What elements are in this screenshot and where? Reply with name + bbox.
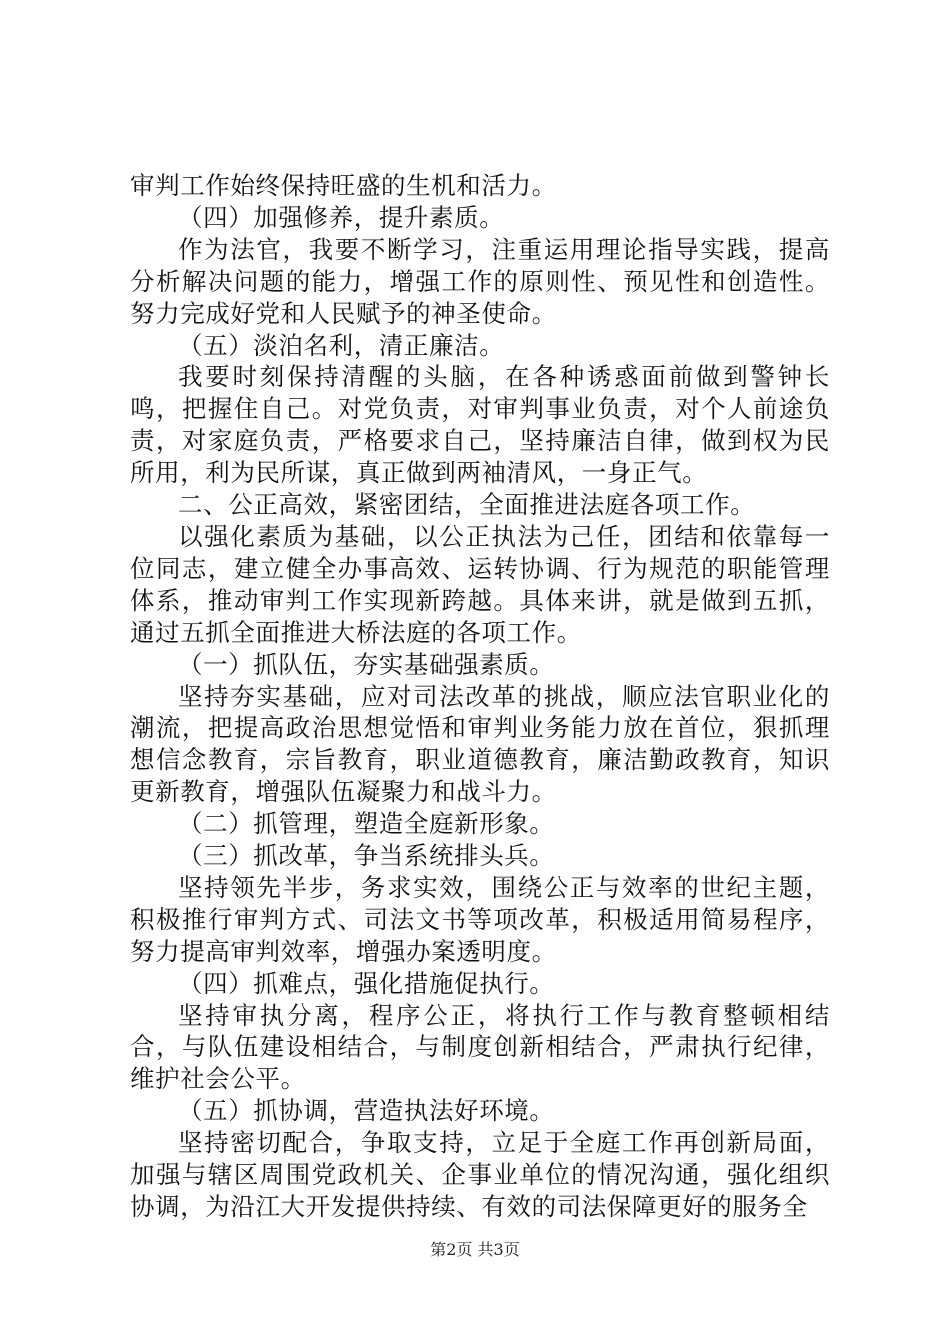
paragraph: 坚持夯实基础，应对司法改革的挑战，顺应法官职业化的潮流，把提高政治思想觉悟和审判业务能力放在首位，狠抓理想信念教育，宗旨教育，职业道德教育，廉洁勤政教育，知识更新教育，增强队伍凝聚力和战斗力。 xyxy=(130,681,830,807)
paragraph: 审判工作始终保持旺盛的生机和活力。 xyxy=(130,171,557,200)
page-footer: 第2页 共3页 xyxy=(430,1240,520,1259)
paragraph: 以强化素质为基础，以公正执法为己任，团结和依靠每一位同志，建立健全办事高效、运转协调、行为规范的职能管理体系，推动审判工作实现新跨越。具体来讲，就是做到五抓，通过五抓全面推进大桥法庭的各项工作。 xyxy=(130,521,830,647)
paragraph: （五）淡泊名利，清正廉洁。 xyxy=(178,330,505,360)
paragraph: 坚持审执分离，程序公正，将执行工作与教育整顿相结合，与队伍建设相结合，与制度创新相结合，严肃执行纪律，维护社会公平。 xyxy=(130,1000,830,1094)
paragraph: 我要时刻保持清醒的头脑，在各种诱惑面前做到警钟长鸣，把握住自己。对党负责，对审判事业负责，对个人前途负责，对家庭负责，严格要求自己，坚持廉洁自律，做到权为民所用，利为民所谋，真正做到两袖清风，一身正气。 xyxy=(130,362,830,488)
paragraph: （四）加强修养，提升素质。 xyxy=(178,202,505,232)
paragraph: 坚持密切配合，争取支持，立足于全庭工作再创新局面，加强与辖区周围党政机关、企事业单位的情况沟通，强化组织协调，为沿江大开发提供持续、有效的司法保障更好的服务全 xyxy=(130,1128,830,1221)
paragraph: 作为法官，我要不断学习，注重运用理论指导实践，提高分析解决问题的能力，增强工作的原则性、预见性和创造性。努力完成好党和人民赋予的神圣使命。 xyxy=(130,234,830,328)
paragraph: （五）抓协调，营造执法好环境。 xyxy=(178,1096,555,1126)
paragraph: （一）抓队伍，夯实基础强素质。 xyxy=(178,649,555,679)
paragraph: （三）抓改革，争当系统排头兵。 xyxy=(178,841,555,871)
document-body xyxy=(130,170,830,1223)
paragraph: 二、公正高效，紧密团结，全面推进法庭各项工作。 xyxy=(178,490,756,520)
paragraph: 坚持领先半步，务求实效，围绕公正与效率的世纪主题，积极推行审判方式、司法文书等项改革，积极适用简易程序，努力提高审判效率，增强办案透明度。 xyxy=(130,872,830,966)
paragraph: （四）抓难点，强化措施促执行。 xyxy=(178,968,555,998)
paragraph: （二）抓管理，塑造全庭新形象。 xyxy=(178,809,555,839)
